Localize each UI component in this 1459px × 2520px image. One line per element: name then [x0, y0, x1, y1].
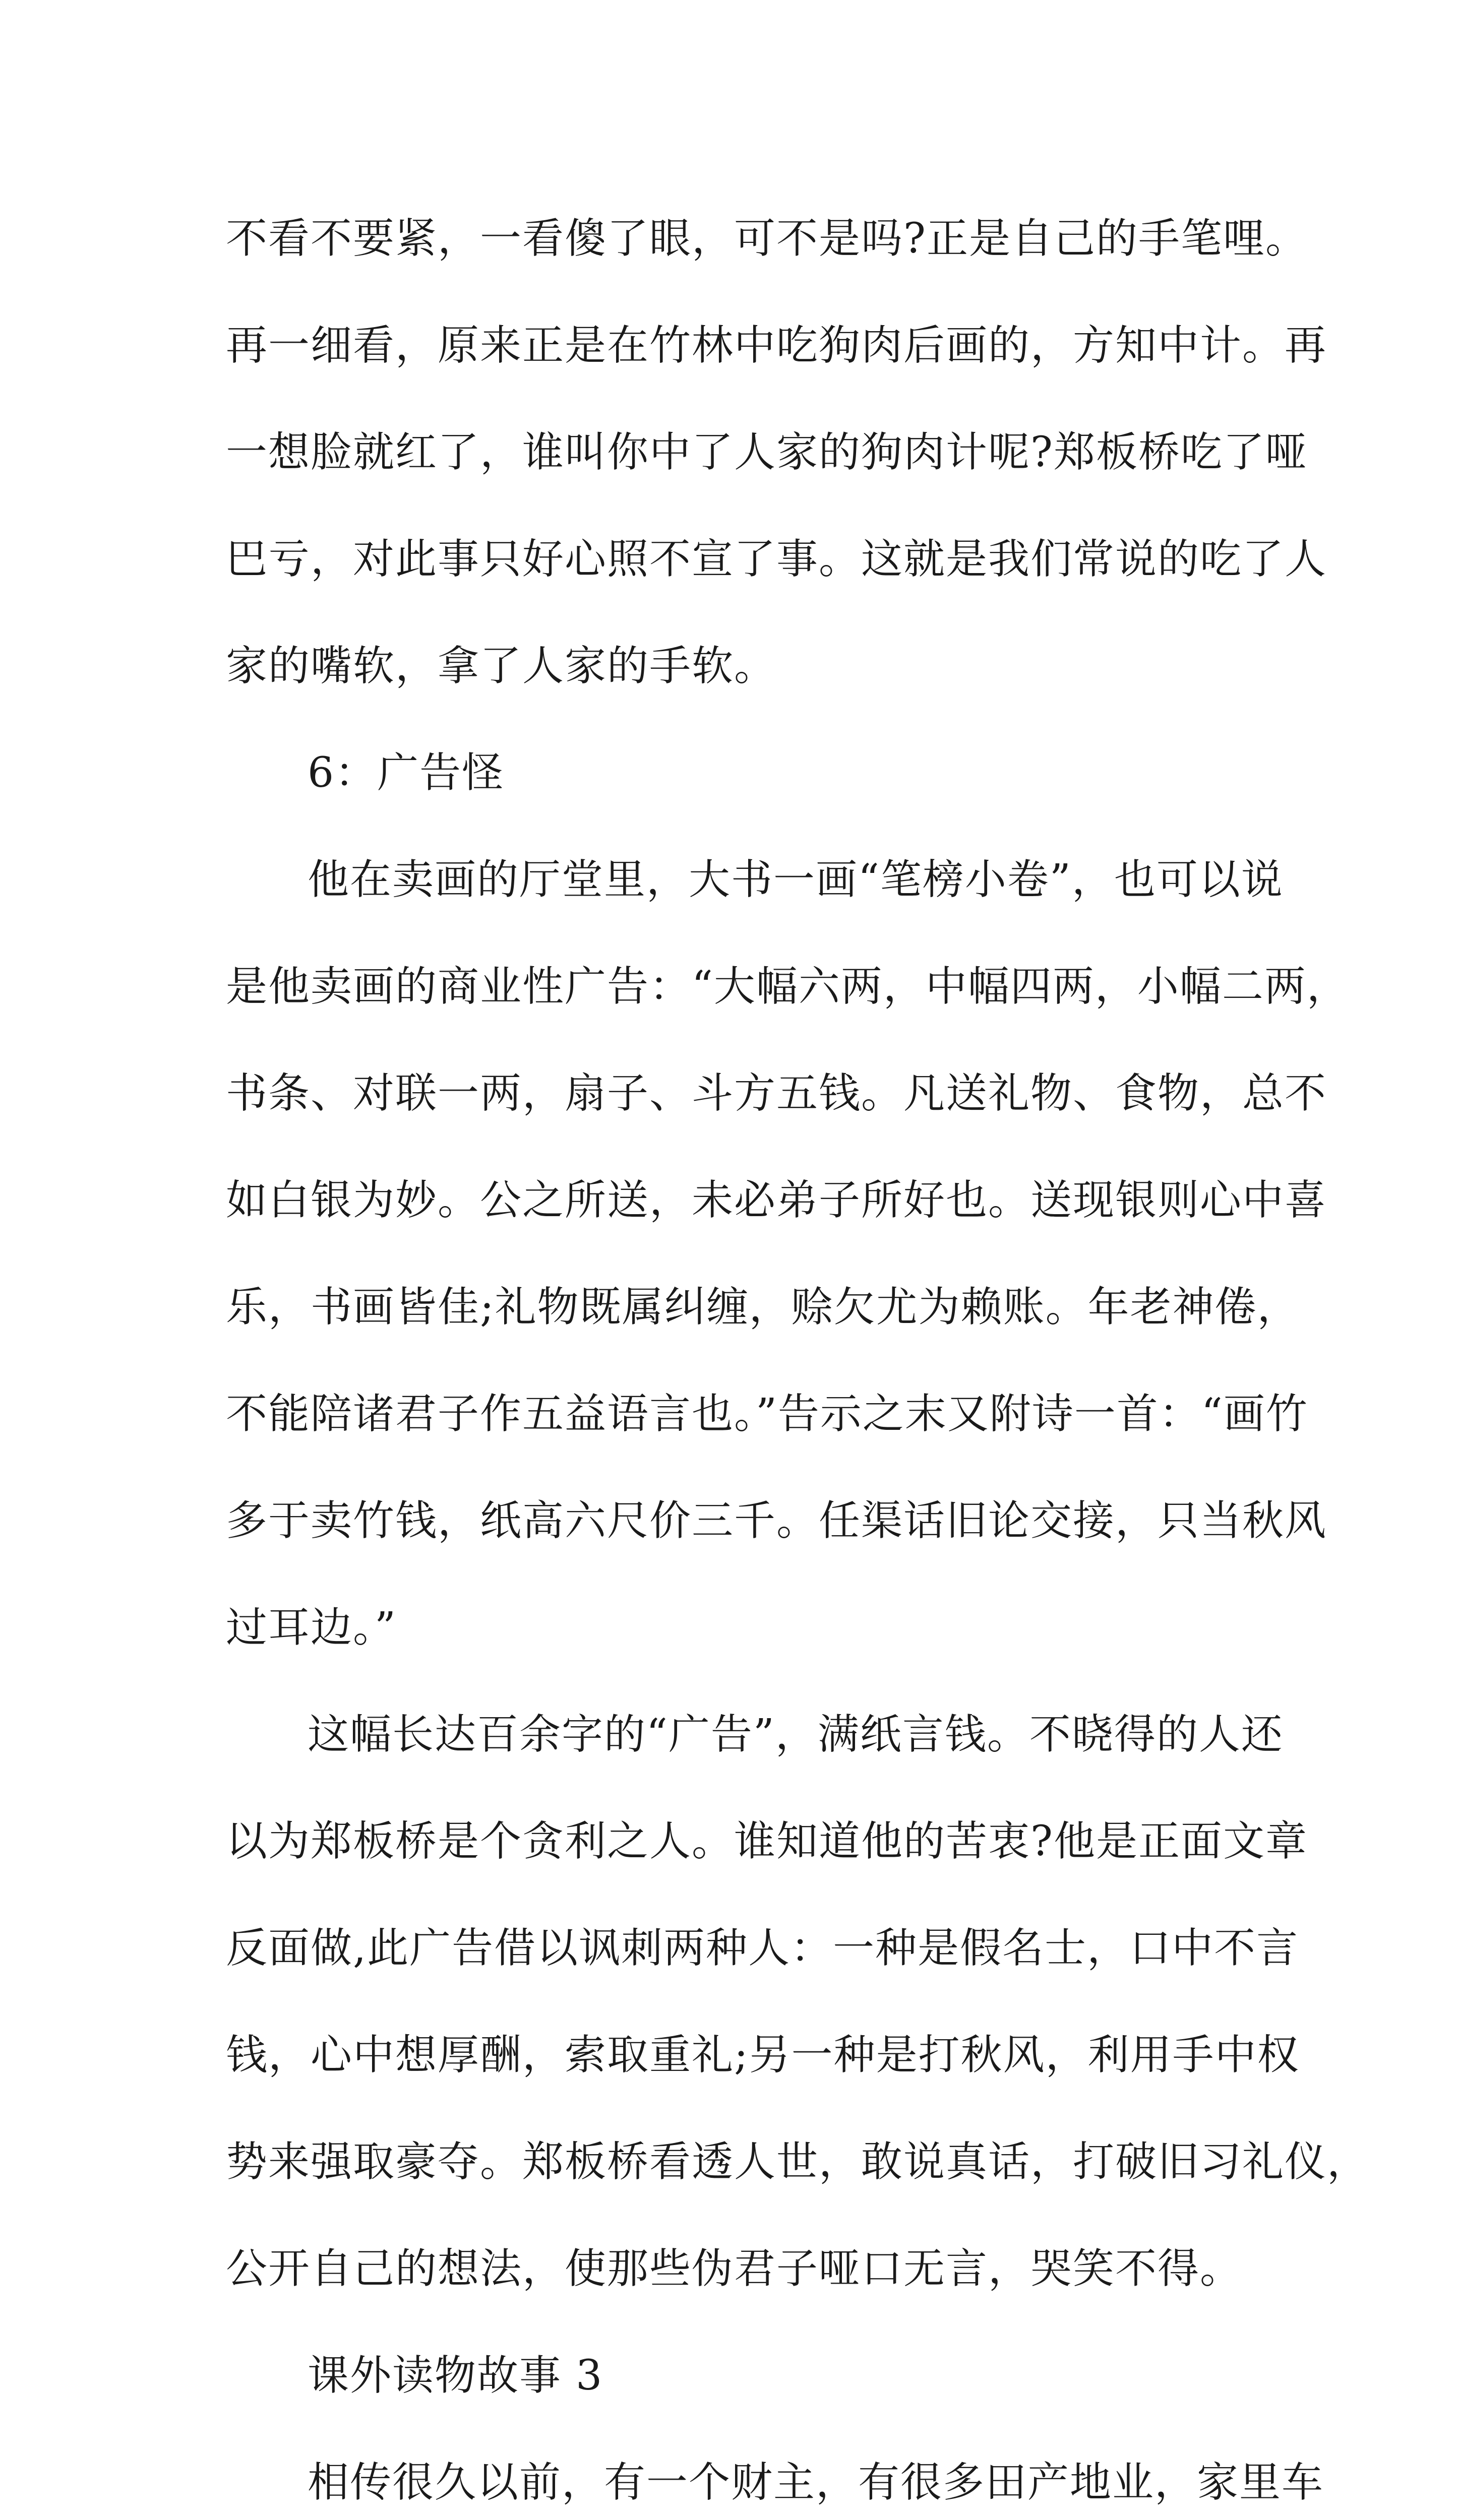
text-line: 如白银为妙。公之所送，未必弟子所好也。送现银则心中喜 [226, 1176, 1327, 1224]
text-line: 一想脸就红了，谁叫你中了人家的狗肉计呢?郑板桥吃了哑 [226, 428, 1308, 476]
text-line: 反面做,此广告借以讽刺两种人：一种是假名士，口中不言 [226, 1924, 1299, 1972]
document-body [226, 185, 1370, 2520]
paragraph-first-line: 相传很久以前，有一个财主，有很多田产地业，家里车 [308, 2459, 1324, 2506]
text-line: 过耳边。” [226, 1604, 397, 1652]
text-line: 乐，书画皆佳;礼物既属纠缠，赊欠尤为赖账。年老神倦， [226, 1283, 1300, 1331]
text-line: 势来强取豪夺。郑板桥看透人世，敢说真话，打破旧习礼仪， [226, 2138, 1370, 2186]
text-line: 是他卖画的商业性广告：“大幅六两，中幅四两，小幅二两， [226, 963, 1349, 1011]
paragraph-first-line: 他在卖画的厅堂里，大书一画“笔榜小卷”，也可以说 [308, 856, 1284, 904]
text-line: 以为郑板桥是个贪利之人。谁知道他的苦衷?他是正面文章 [226, 1817, 1308, 1865]
text-line: 钱，心中想厚酬，索取重礼;另一种是打秋风，利用手中权 [226, 2031, 1300, 2079]
text-line: 不能陪诸君子作五益语言也。”告示之末又附诗一首：“画竹 [226, 1390, 1308, 1438]
paragraph-first-line: 这幅长达百余字的“广告”，满纸言钱。不晓得的人还 [308, 1711, 1284, 1758]
section-heading: 6：广告怪 [308, 749, 505, 797]
text-line: 公开自己的想法，使那些伪君子哑口无言，哭笑不得。 [226, 2245, 1243, 2293]
section-heading: 课外读物故事 3 [308, 2352, 603, 2400]
text-line: 巴亏，对此事只好心照不宣了事。这就是我们常说的吃了人 [226, 535, 1327, 583]
text-line: 再一细看，原来正是在竹林中吃狗肉后画的，方知中计。再 [226, 322, 1327, 369]
text-line: 家的嘴软，拿了人家的手软。 [226, 642, 777, 690]
text-line: 多于卖竹钱，纸高六尺价三千。任渠话旧论交接，只当秋风 [226, 1497, 1327, 1545]
text-line: 书条、对联一两，扇子、斗方五钱。凡送礼物、食物，总不 [226, 1069, 1327, 1117]
text-line: 不看不要紧，一看傻了眼，可不是吗?正是自己的手笔哩。 [226, 215, 1308, 263]
